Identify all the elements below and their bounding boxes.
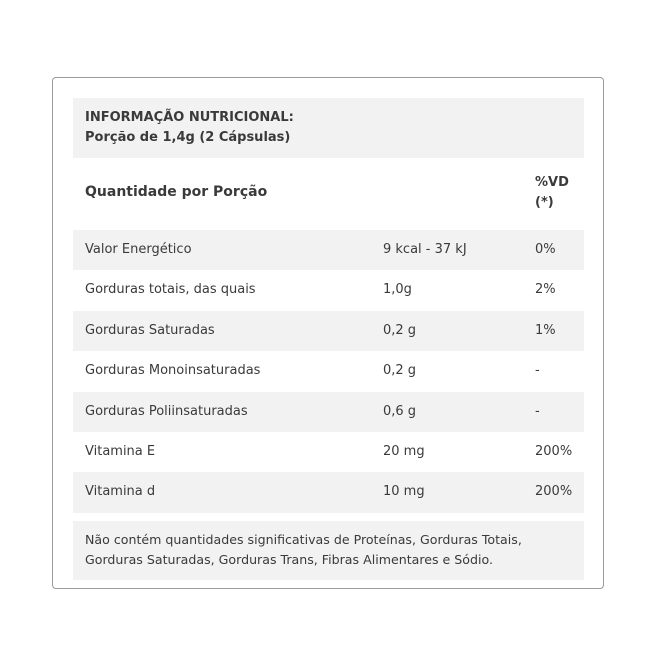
footnote-line: Não contém quantidades significativas de Proteínas, Gorduras Totais, (85, 531, 522, 547)
nutrient-name: Gorduras Poliinsaturadas (85, 403, 248, 419)
daily-value-label: %VD (535, 175, 569, 190)
daily-value-footnote-mark: (*) (535, 195, 554, 210)
nutrient-daily-value: 1% (535, 322, 556, 338)
table-spacer (73, 513, 584, 521)
nutrient-name: Gorduras Monoinsaturadas (85, 363, 261, 379)
nutrient-daily-value: - (535, 403, 540, 419)
nutrient-amount: 0,2 g (383, 363, 417, 379)
table-header (73, 158, 584, 230)
quantity-per-serving-header: Quantidade por Porção (85, 184, 268, 200)
table-row (73, 432, 584, 472)
table-title (73, 98, 584, 158)
table-row (73, 472, 584, 512)
table-row (73, 392, 584, 432)
nutrient-amount: 9 kcal - 37 kJ (383, 242, 467, 257)
nutrient-name: Gorduras Saturadas (85, 322, 215, 338)
nutrient-name: Valor Energético (85, 242, 192, 257)
nutrition-table (73, 98, 584, 580)
table-row (73, 311, 584, 351)
nutrient-daily-value: - (535, 363, 540, 379)
table-row (73, 351, 584, 391)
nutrient-amount: 1,0g (383, 282, 412, 298)
table-row (73, 270, 584, 310)
nutrient-daily-value: 2% (535, 282, 556, 298)
nutrient-daily-value: 200% (535, 443, 573, 459)
nutrient-name: Vitamina d (85, 484, 156, 500)
nutrient-amount: 20 mg (383, 443, 425, 459)
nutrient-daily-value: 0% (535, 242, 556, 257)
nutrient-name: Gorduras totais, das quais (85, 282, 256, 298)
title-heading: INFORMAÇÃO NUTRICIONAL: (85, 110, 294, 125)
serving-size: Porção de 1,4g (2 Cápsulas) (85, 130, 291, 145)
nutrient-name: Vitamina E (85, 443, 156, 459)
table-row (73, 230, 584, 270)
table-footnote (73, 521, 584, 580)
footnote-line: Gorduras Saturadas, Gorduras Trans, Fibras Alimentares e Sódio. (85, 551, 493, 567)
nutrition-facts-panel (52, 77, 604, 589)
nutrient-amount: 0,6 g (383, 403, 417, 419)
daily-value-header (535, 173, 569, 213)
nutrient-daily-value: 200% (535, 484, 573, 500)
nutrient-amount: 0,2 g (383, 322, 417, 338)
nutrient-amount: 10 mg (383, 484, 425, 500)
